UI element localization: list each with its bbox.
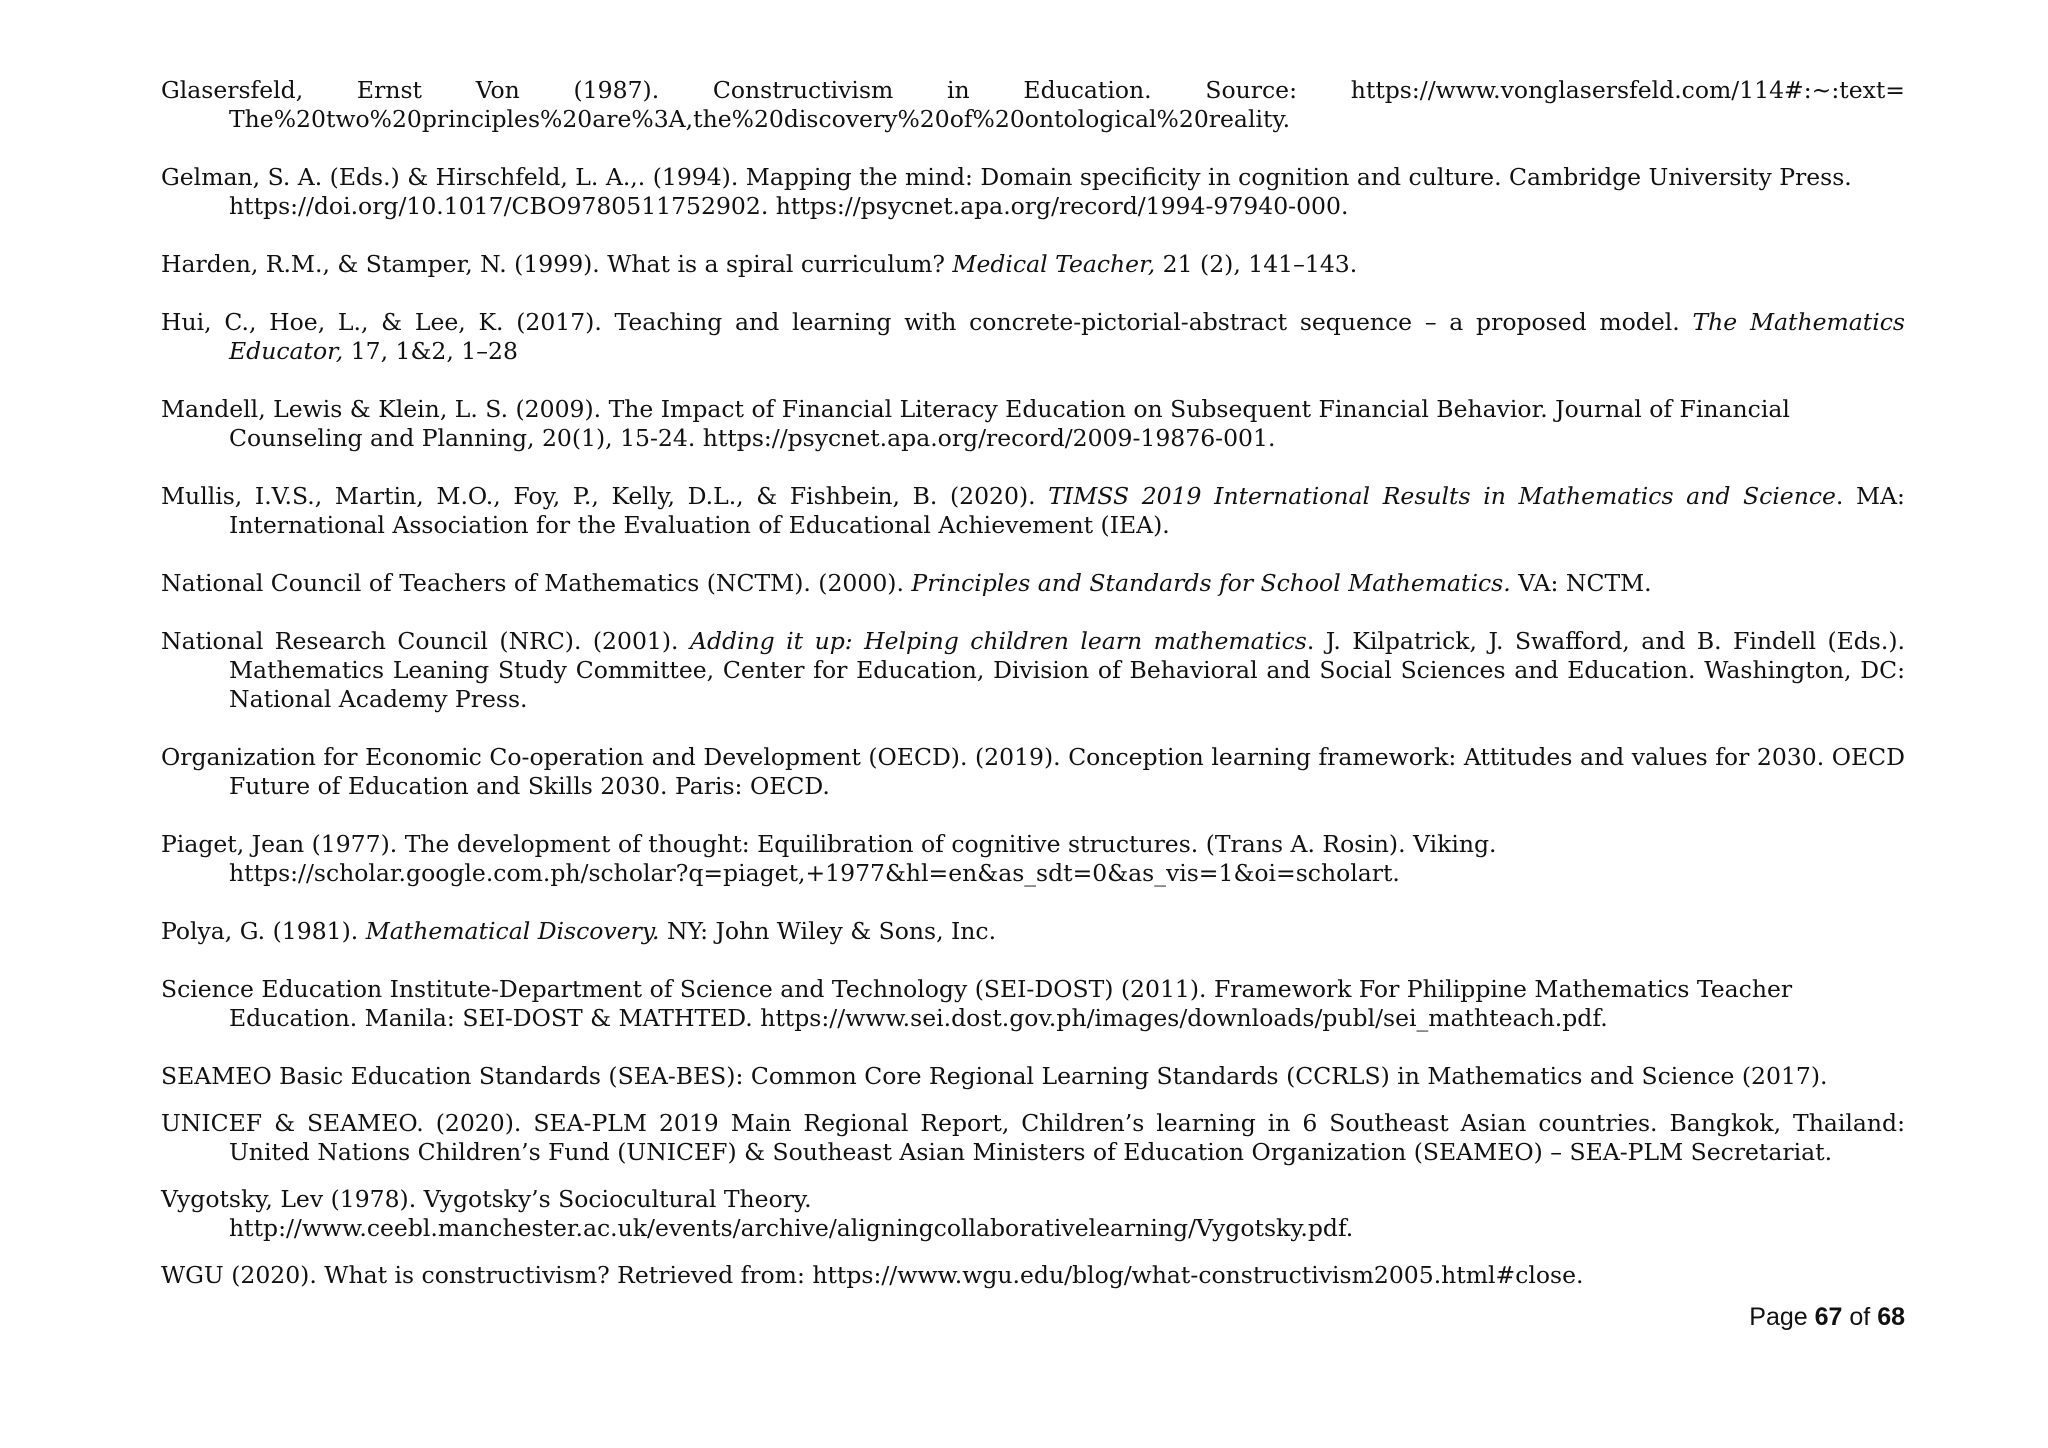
reference-text: Mandell, Lewis & Klein, L. S. (2009). The Impact of Financial Literacy Education on Subsequent Financial Behavior. Journal of Financial Counseling and Planning, 20(1), 15-24. https://psycnet.apa.org/record/2009-19876-001. — [161, 395, 1790, 452]
reference-text: SEAMEO Basic Education Standards (SEA-BES): Common Core Regional Learning Standards (CCRLS) in Mathematics and Science (2017). — [161, 1062, 1828, 1090]
current-page-number: 67 — [1814, 1303, 1843, 1331]
reference-text: Glasersfeld, Ernst Von (1987). Constructivism in Education. Source: https://www.vonglasersfeld.com/114#:~:text= The%20two%20principles%20are%3A,the%20discovery%20of%20ontological%20reality. — [161, 76, 1905, 133]
reference-title-italic: The Mathematics Educator, — [229, 308, 1905, 365]
total-page-count: 68 — [1877, 1303, 1905, 1331]
reference-text: . MA: International Association for the Evaluation of Educational Achievement (IEA). — [229, 482, 1905, 539]
reference-text: National Research Council (NRC). (2001). — [161, 627, 690, 655]
reference-text: Organization for Economic Co-operation and Development (OECD). (2019). Conception learning framework: Attitudes and values for 2030. OECD Future of Education and Skills 2030. Paris: OECD. — [161, 743, 1905, 800]
reference-entry-glasersfeld — [161, 76, 1905, 134]
reference-text: Mullis, I.V.S., Martin, M.O., Foy, P., Kelly, D.L., & Fishbein, B. (2020). — [161, 482, 1049, 510]
reference-title-italic: Mathematical Discovery. — [365, 917, 660, 945]
reference-text: National Council of Teachers of Mathematics (NCTM). (2000). — [161, 569, 912, 597]
page-number-footer — [1749, 1303, 1905, 1332]
reference-text: 17, 1&2, 1–28 — [343, 337, 518, 365]
reference-entry-seameo — [161, 1062, 1905, 1091]
reference-entry-hui — [161, 308, 1905, 366]
reference-text: Harden, R.M., & Stamper, N. (1999). What is a spiral curriculum? — [161, 250, 953, 278]
reference-entry-vygotsky — [161, 1185, 1905, 1243]
reference-text: Vygotsky, Lev (1978). Vygotsky’s Sociocultural Theory. http://www.ceebl.manchester.ac.uk/events/archive/aligningcollaborativelearning/Vygotsky.pdf. — [161, 1185, 1354, 1242]
reference-title-italic: TIMSS 2019 International Results in Mathematics and Science — [1048, 482, 1836, 510]
reference-entry-mullis — [161, 482, 1905, 540]
reference-text: WGU (2020). What is constructivism? Retrieved from: https://www.wgu.edu/blog/what-constructivism2005.html#close. — [161, 1261, 1584, 1289]
reference-entry-nctm — [161, 569, 1905, 598]
reference-entry-oecd — [161, 743, 1905, 801]
reference-title-italic: Principles and Standards for School Mathematics. — [911, 569, 1511, 597]
reference-entry-sei — [161, 975, 1905, 1033]
reference-text: UNICEF & SEAMEO. (2020). SEA-PLM 2019 Main Regional Report, Children’s learning in 6 Southeast Asian countries. Bangkok, Thailand: United Nations Children’s Fund (UNICEF) & Southeast Asian Ministers of Education Organization (SEAMEO) – SEA-PLM Secretariat. — [161, 1109, 1905, 1166]
reference-list — [161, 76, 1905, 1319]
reference-entry-wgu — [161, 1261, 1905, 1290]
reference-text: . J. Kilpatrick, J. Swafford, and B. Findell (Eds.). Mathematics Leaning Study Committee, Center for Education, Division of Behavioral and Social Sciences and Education. Washington, DC: National Academy Press. — [229, 627, 1905, 713]
reference-title-italic: Medical Teacher, — [952, 250, 1156, 278]
reference-text: Piaget, Jean (1977). The development of thought: Equilibration of cognitive structures. (Trans A. Rosin). Viking. https://scholar.google.com.ph/scholar?q=piaget,+1977&hl=en&as_sdt=0&as_vis=1&oi=scholart. — [161, 830, 1497, 887]
reference-text: Hui, C., Hoe, L., & Lee, K. (2017). Teaching and learning with concrete-pictorial-abstract sequence – a proposed model. — [161, 308, 1693, 336]
reference-entry-mandell — [161, 395, 1905, 453]
reference-title-italic: Adding it up: Helping children learn mathematics — [689, 627, 1307, 655]
reference-text: VA: NCTM. — [1510, 569, 1652, 597]
reference-entry-nrc — [161, 627, 1905, 714]
reference-entry-harden — [161, 250, 1905, 279]
reference-text: Science Education Institute-Department of Science and Technology (SEI-DOST) (2011). Framework For Philippine Mathematics Teacher Education. Manila: SEI-DOST & MATHTED. https://www.sei.dost.gov.ph/images/downloads/publ/sei_mathteach.pdf. — [161, 975, 1793, 1032]
reference-text: Polya, G. (1981). — [161, 917, 366, 945]
of-word: of — [1849, 1303, 1871, 1331]
reference-entry-polya — [161, 917, 1905, 946]
reference-text: 21 (2), 141–143. — [1155, 250, 1358, 278]
reference-entry-gelman — [161, 163, 1905, 221]
page-word: Page — [1749, 1303, 1808, 1331]
reference-entry-unicef — [161, 1109, 1905, 1167]
reference-text: Gelman, S. A. (Eds.) & Hirschfeld, L. A.,. (1994). Mapping the mind: Domain specificity in cognition and culture. Cambridge University Press. https://doi.org/10.1017/CBO9780511752902. https://psycnet.apa.org/record/1994-97940-000. — [161, 163, 1852, 220]
reference-entry-piaget — [161, 830, 1905, 888]
reference-text: NY: John Wiley & Sons, Inc. — [659, 917, 997, 945]
